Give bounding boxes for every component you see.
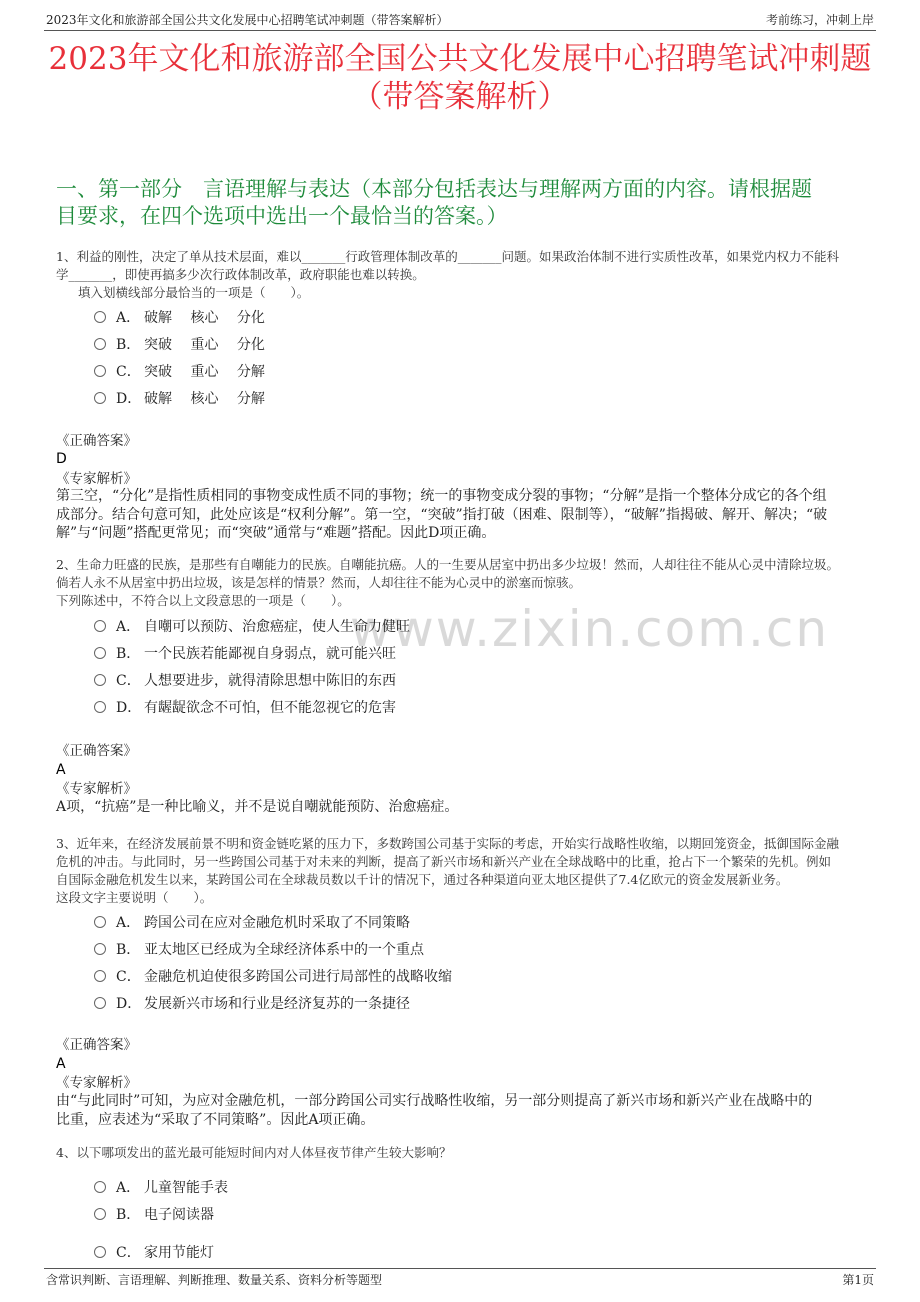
option-letter: C． <box>116 1245 141 1261</box>
question-3-option-b[interactable] <box>94 940 424 960</box>
radio-icon[interactable] <box>94 365 106 377</box>
question-prompt: 这段文字主要说明（ ）。 <box>56 890 213 905</box>
section-heading-line2: 目要求，在四个选项中选出一个最恰当的答案。） <box>56 204 508 228</box>
page-footer <box>44 1268 876 1291</box>
option-letter: C． <box>116 673 141 689</box>
analysis-line: 第三空，“分化”是指性质相同的事物变成性质不同的事物；统一的事物变成分裂的事物；“分解”是指一个整体分成它的各个组 <box>56 488 827 504</box>
option-text: 电子阅读器 <box>144 1207 214 1223</box>
option-text: 金融危机迫使很多跨国公司进行局部性的战略收缩 <box>144 969 452 985</box>
header-doc-title: 2023年文化和旅游部全国公共文化发展中心招聘笔试冲刺题（带答案解析） <box>46 13 449 27</box>
radio-icon[interactable] <box>94 647 106 659</box>
question-3-option-d[interactable] <box>94 994 410 1014</box>
option-text: 家用节能灯 <box>144 1245 214 1261</box>
option-letter: A． <box>116 310 141 326</box>
question-prompt: 下列陈述中，不符合以上文段意思的一项是（ ）。 <box>56 593 350 608</box>
analysis-label: 《专家解析》 <box>56 1075 137 1091</box>
question-stem-line: 1、利益的刚性，决定了单从技术层面，难以_______行政管理体制改革的_______问题。如果政治体制不进行实质性改革，如果党内权力不能科 <box>56 249 839 264</box>
analysis-text <box>56 1092 870 1129</box>
answer-label: 《正确答案》 <box>56 433 137 449</box>
analysis-text <box>56 487 870 543</box>
question-stem-line: 危机的冲击。与此同时，另一些跨国公司基于对未来的判断，提高了新兴市场和新兴产业在全球战略中的比重，抢占下一个繁荣的先机。例如 <box>56 854 832 869</box>
analysis-line: 成部分。结合句意可知，此处应该是“权利分解”。第一空，“突破”指打破（困难、限制等），“破解”指揭破、解开、解决；“破 <box>56 506 828 523</box>
option-text: 自嘲可以预防、治愈癌症，使人生命力健旺 <box>144 619 410 635</box>
question-stem-line: 自国际金融危机发生以来，某跨国公司在全球裁员数以千计的情况下，通过各种渠道向亚太地区提供了7.4亿欧元的资金发展新业务。 <box>56 872 789 887</box>
question-stem-line: 倘若人永不从居室中扔出垃圾，该是怎样的情景？然而，人却往往不能为心灵中的淤塞而惊骇。 <box>56 575 582 590</box>
option-text: 儿童智能手表 <box>144 1180 228 1196</box>
question-1-stem <box>56 248 874 302</box>
analysis-label: 《专家解析》 <box>56 471 137 487</box>
question-1-option-a[interactable] <box>94 308 265 328</box>
radio-icon[interactable] <box>94 1208 106 1220</box>
option-letter: D． <box>116 391 142 407</box>
doc-title-line2: （带答案解析） <box>351 79 569 115</box>
question-4-option-b[interactable] <box>94 1205 214 1225</box>
question-3-stem <box>56 835 874 907</box>
option-letter: A． <box>116 915 141 931</box>
radio-icon[interactable] <box>94 943 106 955</box>
option-text: 有龌龊欲念不可怕，但不能忽视它的危害 <box>144 700 396 716</box>
option-letter: D． <box>116 700 142 716</box>
radio-icon[interactable] <box>94 311 106 323</box>
analysis-line: 解”与“问题”搭配更常见；而“突破”通常与“难题”搭配。因此D项正确。 <box>56 525 496 541</box>
option-text: 一个民族若能鄙视自身弱点，就可能兴旺 <box>144 646 396 662</box>
radio-icon[interactable] <box>94 701 106 713</box>
answer-label: 《正确答案》 <box>56 743 137 759</box>
answer-value: A <box>56 1056 66 1072</box>
answer-value: A <box>56 762 66 778</box>
radio-icon[interactable] <box>94 916 106 928</box>
option-text: 跨国公司在应对金融危机时采取了不同策略 <box>144 915 410 931</box>
option-text: 破解 核心 分解 <box>144 391 265 407</box>
answer-value: D <box>56 451 67 467</box>
answer-label: 《正确答案》 <box>56 1037 137 1053</box>
question-stem-line: 3、近年来，在经济发展前景不明和资金链吃紧的压力下，多数跨国公司基于实际的考虑，开始实行战略性收缩，以期回笼资金，抵御国际金融 <box>56 836 839 851</box>
doc-title-line1: 2023年文化和旅游部全国公共文化发展中心招聘笔试冲刺题 <box>48 41 872 77</box>
question-2-stem <box>56 556 874 610</box>
option-letter: B． <box>116 1207 141 1223</box>
option-text: 破解 核心 分化 <box>144 310 265 326</box>
header-slogan: 考前练习，冲刺上岸 <box>765 13 874 27</box>
question-stem-line: 4、以下哪项发出的蓝光最可能短时间内对人体昼夜节律产生较大影响？ <box>56 1145 452 1160</box>
question-2-option-d[interactable] <box>94 698 396 718</box>
question-2-option-a[interactable] <box>94 617 410 637</box>
option-letter: C． <box>116 364 141 380</box>
section-heading-line1: 一、第一部分 言语理解与表达（本部分包括表达与理解两方面的内容。请根据题 <box>56 177 812 201</box>
radio-icon[interactable] <box>94 620 106 632</box>
option-text: 人想要进步，就得清除思想中陈旧的东西 <box>144 673 396 689</box>
page-header <box>44 10 876 31</box>
question-2-option-b[interactable] <box>94 644 396 664</box>
analysis-line: A项，“抗癌”是一种比喻义，并不是说自嘲就能预防、治愈癌症。 <box>56 799 459 815</box>
analysis-line: 比重，应表述为“采取了不同策略”。因此A项正确。 <box>56 1111 375 1128</box>
question-1-option-b[interactable] <box>94 335 265 355</box>
option-letter: A． <box>116 1180 141 1196</box>
analysis-line: 由“与此同时”可知，为应对金融危机，一部分跨国公司实行战略性收缩，另一部分则提高了新兴市场和新兴产业在战略中的 <box>56 1093 813 1109</box>
question-4-stem <box>56 1144 874 1162</box>
question-3-option-a[interactable] <box>94 913 410 933</box>
section-heading <box>56 176 880 230</box>
radio-icon[interactable] <box>94 997 106 1009</box>
radio-icon[interactable] <box>94 970 106 982</box>
doc-title <box>40 40 880 116</box>
option-text: 发展新兴市场和行业是经济复苏的一条捷径 <box>144 996 410 1012</box>
analysis-label: 《专家解析》 <box>56 781 137 797</box>
question-3-option-c[interactable] <box>94 967 452 987</box>
question-4-option-c[interactable] <box>94 1243 214 1263</box>
radio-icon[interactable] <box>94 674 106 686</box>
question-prompt: 填入划横线部分最恰当的一项是（ ）。 <box>78 285 310 300</box>
option-text: 亚太地区已经成为全球经济体系中的一个重点 <box>144 942 424 958</box>
radio-icon[interactable] <box>94 1181 106 1193</box>
option-letter: D． <box>116 996 142 1012</box>
option-letter: A． <box>116 619 141 635</box>
question-2-option-c[interactable] <box>94 671 396 691</box>
footer-question-types: 含常识判断、言语理解、判断推理、数量关系、资料分析等题型 <box>46 1273 383 1287</box>
option-letter: B． <box>116 337 141 353</box>
page-number: 第1页 <box>842 1273 874 1287</box>
question-stem-line: 学_______，即使再搞多少次行政体制改革，政府职能也难以转换。 <box>56 267 425 282</box>
question-4-option-a[interactable] <box>94 1178 228 1198</box>
option-letter: C． <box>116 969 141 985</box>
radio-icon[interactable] <box>94 1246 106 1258</box>
radio-icon[interactable] <box>94 392 106 404</box>
option-text: 突破 重心 分解 <box>144 364 265 380</box>
radio-icon[interactable] <box>94 338 106 350</box>
question-1-option-d[interactable] <box>94 389 265 409</box>
watermark: www.zixin.com.cn <box>350 600 830 658</box>
question-stem-line: 2、生命力旺盛的民族，是那些有自嘲能力的民族。自嘲能抗癌。人的一生要从居室中扔出多少垃圾！然而，人却往往不能从心灵中清除垃圾。 <box>56 557 839 572</box>
option-text: 突破 重心 分化 <box>144 337 265 353</box>
option-letter: B． <box>116 942 141 958</box>
question-1-option-c[interactable] <box>94 362 265 382</box>
analysis-text <box>56 798 870 817</box>
option-letter: B． <box>116 646 141 662</box>
